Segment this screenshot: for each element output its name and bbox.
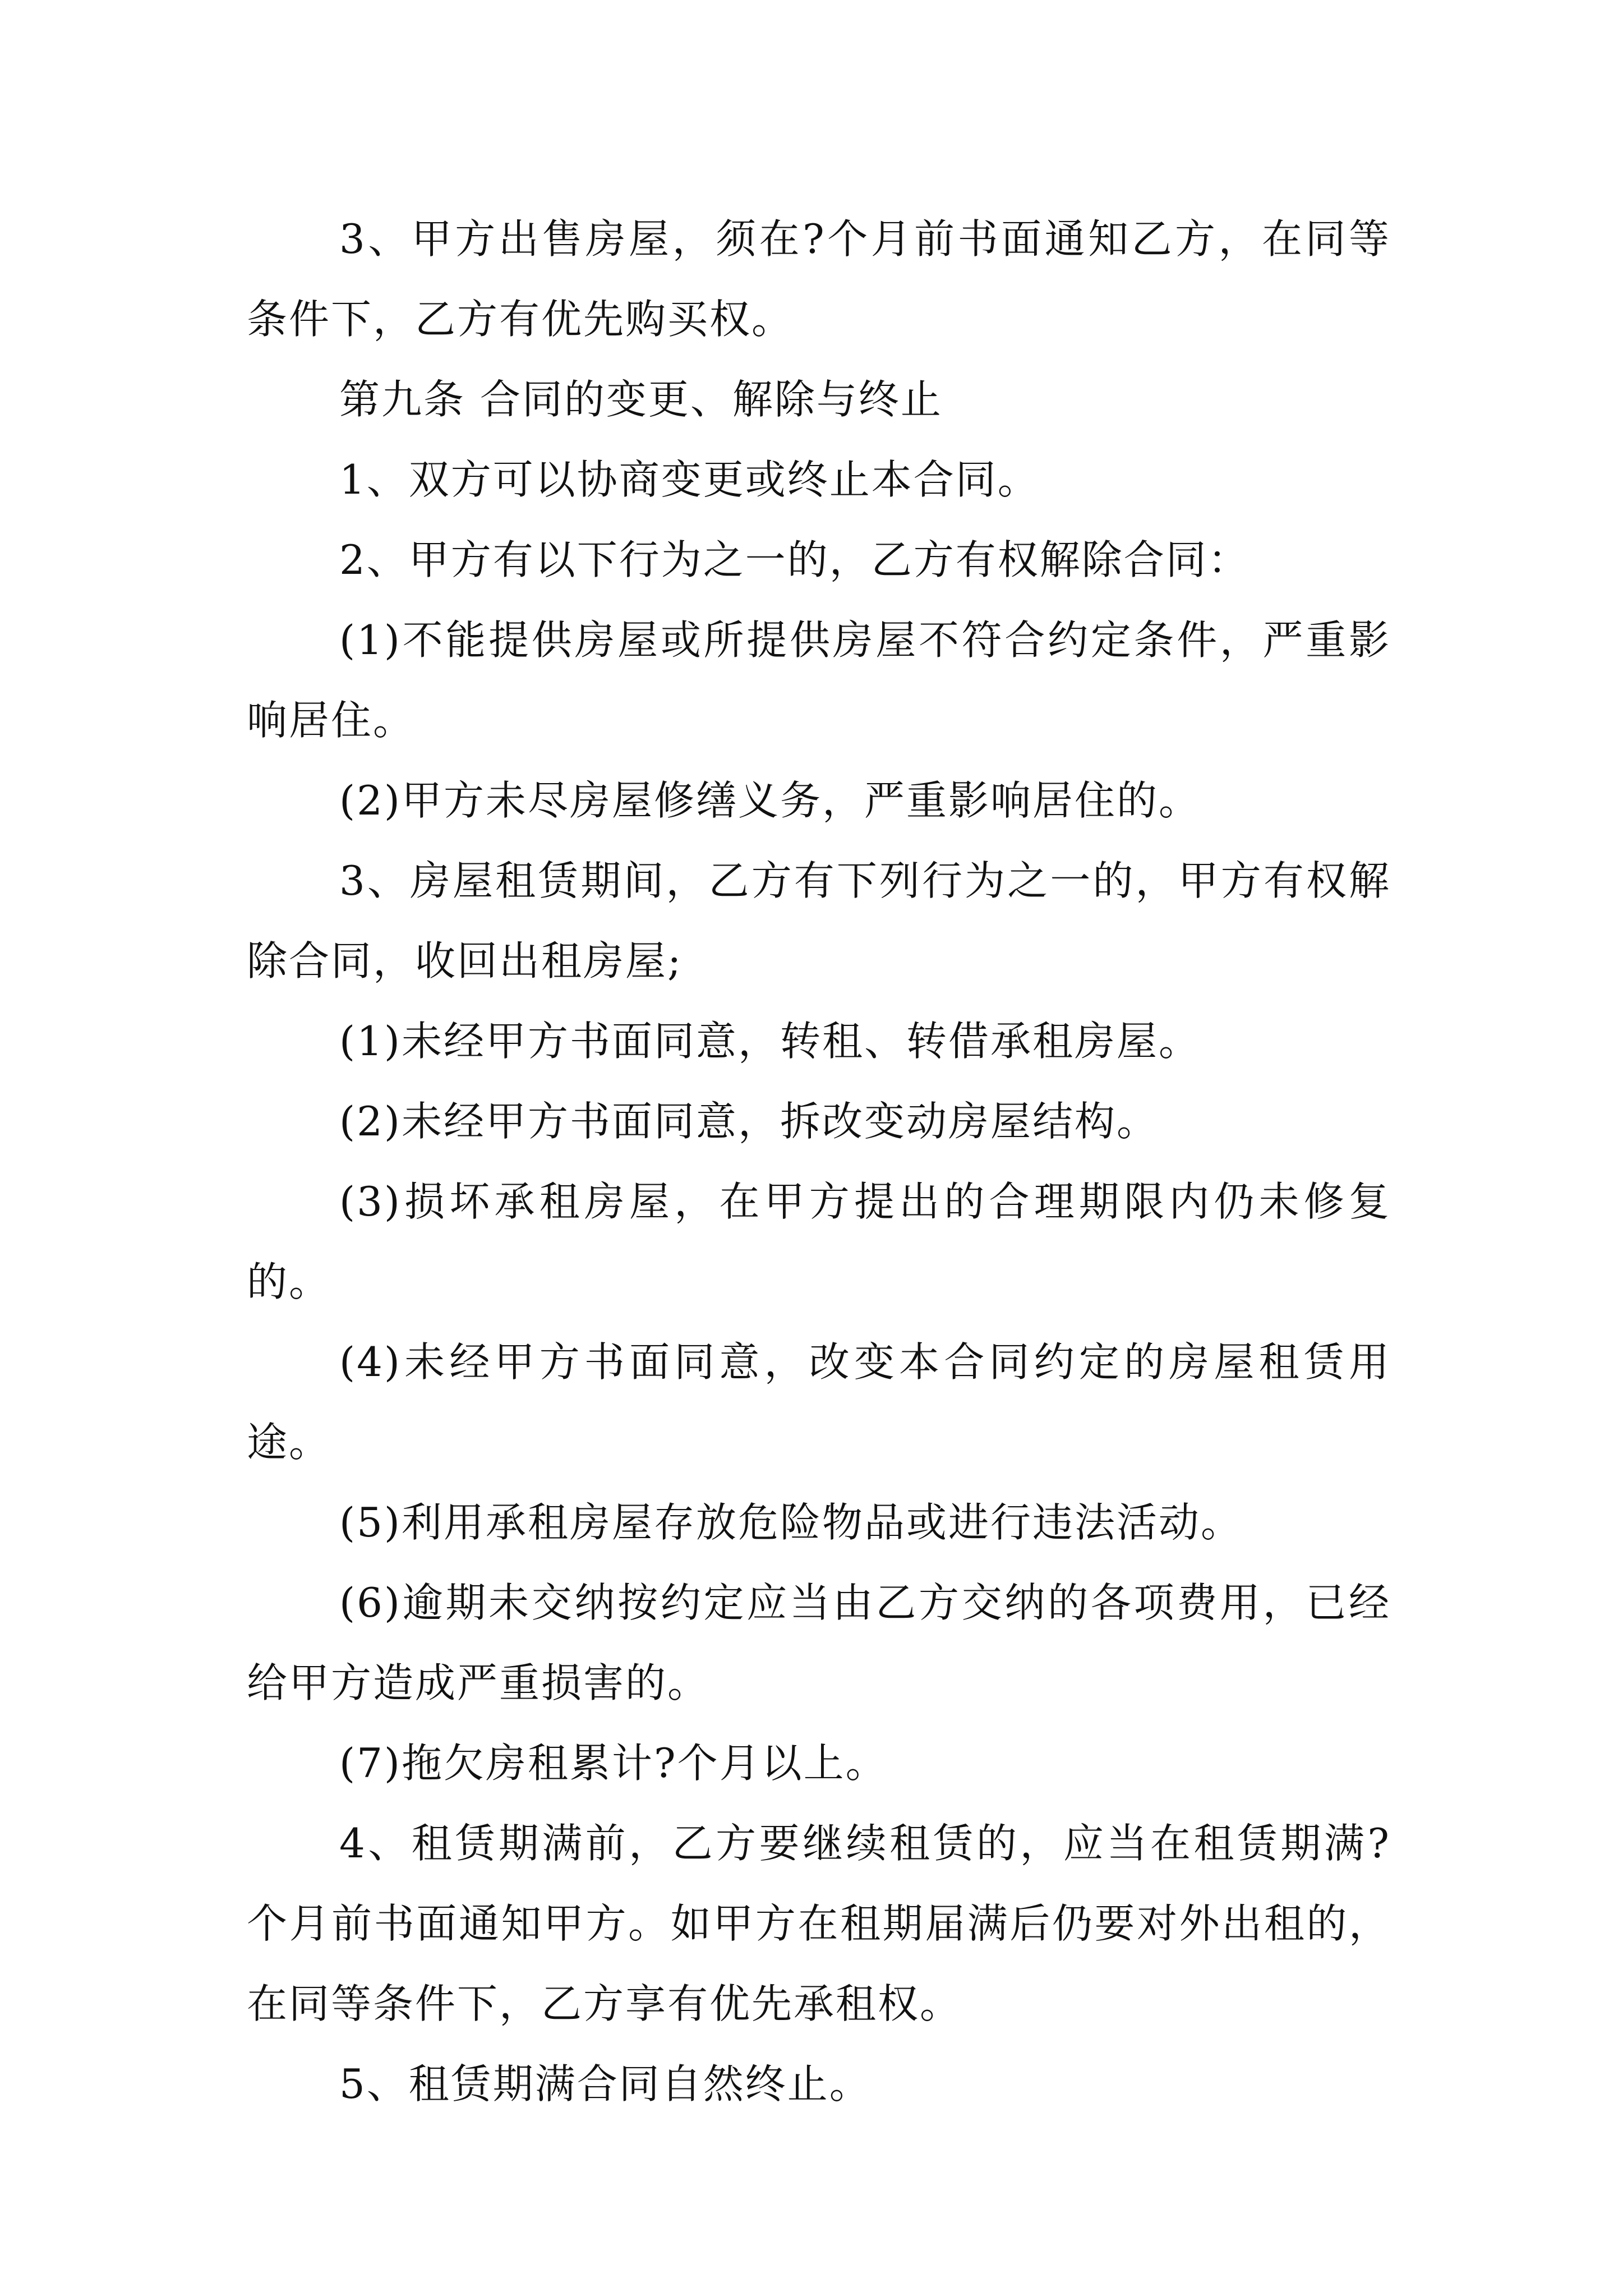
list-item: (4)未经甲方书面同意，改变本合同约定的房屋租赁用途。 [247, 1338, 1391, 1466]
document-body [247, 199, 1391, 2124]
list-item: (2)未经甲方书面同意，拆改变动房屋结构。 [339, 1098, 1159, 1145]
clause-sale-notice: 3、甲方出售房屋，须在?个月前书面通知乙方，在同等条件下，乙方有优先购买权。 [247, 215, 1391, 343]
clause-termination: 5、租赁期满合同自然终止。 [339, 2060, 872, 2108]
list-item: (7)拖欠房租累计?个月以上。 [339, 1740, 888, 1787]
list-item: (1)不能提供房屋或所提供房屋不符合约定条件，严重影响居住。 [247, 616, 1391, 744]
clause-mutual-change: 1、双方可以协商变更或终止本合同。 [339, 456, 1040, 503]
list-item: (1)未经甲方书面同意，转租、转借承租房屋。 [339, 1018, 1201, 1065]
clause-party-b-breach: 3、房屋租赁期间，乙方有下列行为之一的，甲方有权解除合同，收回出租房屋; [247, 857, 1391, 984]
clause-party-a-breach: 2、甲方有以下行为之一的，乙方有权解除合同： [339, 536, 1250, 583]
list-item: (2)甲方未尽房屋修缮义务，严重影响居住的。 [339, 777, 1201, 824]
list-item: (5)利用承租房屋存放危险物品或进行违法活动。 [339, 1499, 1243, 1546]
article-nine-heading: 第九条 合同的变更、解除与终止 [339, 376, 943, 423]
clause-renewal: 4、租赁期满前，乙方要继续租赁的，应当在租赁期满?个月前书面通知甲方。如甲方在租期届满后仍要对外出租的，在同等条件下，乙方享有优先承租权。 [247, 1820, 1391, 2027]
list-item: (6)逾期未交纳按约定应当由乙方交纳的各项费用，已经给甲方造成严重损害的。 [247, 1579, 1391, 1706]
list-item: (3)损坏承租房屋，在甲方提出的合理期限内仍未修复的。 [247, 1178, 1391, 1305]
